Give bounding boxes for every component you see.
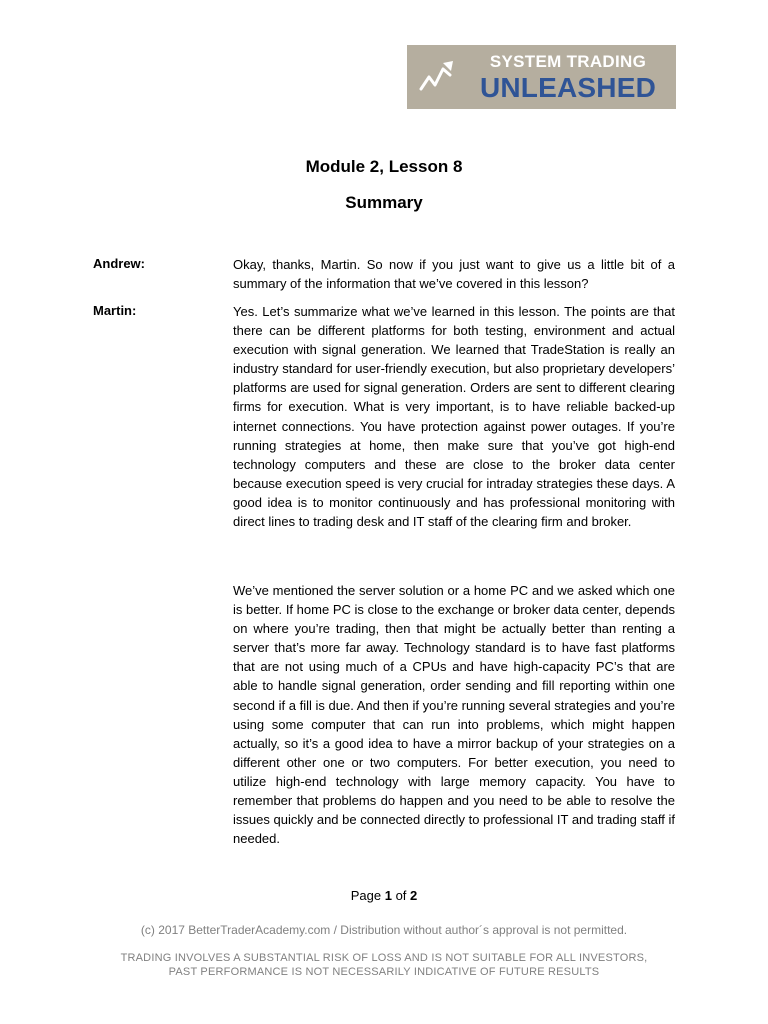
speaker-label: Martin: [93,303,137,318]
page-current: 1 [384,888,392,903]
transcript-paragraph: We’ve mentioned the server solution or a home PC and we asked which one is better. If home PC is close to the exchange or broker data center, depends on where you’re trading, then that might be actually better than renting a server that’s more far away. Technology standard is to have fast platforms that are not using much of a CPUs and have high-capacity PC’s that are able to handle signal generation, order sending and fill reporting within one second if a fill is due. And then if you’re running several strategies and you’re using some computer that can run into problems, which might happen actually, so it’s a good idea to have a mirror backup of your strategies on a different other one or two computers. For better execution, you need to utilize high-end technology with large memory capacity. You have to remember that problems do happen and you need to be able to resolve the issues quickly and be connected directly to professional IT and trading staff if needed. [233,583,675,847]
page-label: Page [350,888,382,903]
risk-disclaimer-line-1: TRADING INVOLVES A SUBSTANTIAL RISK OF LOSS AND IS NOT SUITABLE FOR ALL INVESTORS, [120,952,648,964]
logo-line-2: UNLEASHED [479,72,657,103]
rising-arrow-icon [417,55,459,97]
page-total: 2 [410,888,418,903]
transcript-paragraph: Okay, thanks, Martin. So now if you just want to give us a little bit of a summary of the information that we’ve covered in this lesson? [233,257,675,292]
copyright-notice: (c) 2017 BetterTraderAcademy.com / Distribution without author´s approval is not permitted. [140,923,628,937]
transcript-paragraph: Yes. Let’s summarize what we’ve learned in this lesson. The points are that there can be different platforms for both testing, environment and actual execution with signal generation. We learned that TradeStation is really an industry standard for user-friendly execution, but also proprietary developers’ platforms are used for signal generation. Orders are sent to different clearing firms for execution. What is very important, is to have reliable backed-up internet connections. You have protection against power outages. If you’re running strategies at home, then make sure that you’ve got high-end technology computers and these are close to the broker data center because execution speed is very crucial for intraday strategies these days. A good idea is to monitor continuously and has professional monitoring with direct lines to trading desk and IT staff of the clearing firm and broker. [233,304,675,530]
page-number [0,888,768,903]
page-of: of [395,888,407,903]
page-title: Module 2, Lesson 8 [305,157,463,176]
speaker-label: Andrew: [93,256,145,271]
logo-line-1: SYSTEM TRADING [489,52,647,71]
risk-disclaimer-line-2: PAST PERFORMANCE IS NOT NECESSARILY INDICATIVE OF FUTURE RESULTS [168,966,600,978]
brand-logo [407,45,676,109]
page-subtitle: Summary [345,193,423,212]
